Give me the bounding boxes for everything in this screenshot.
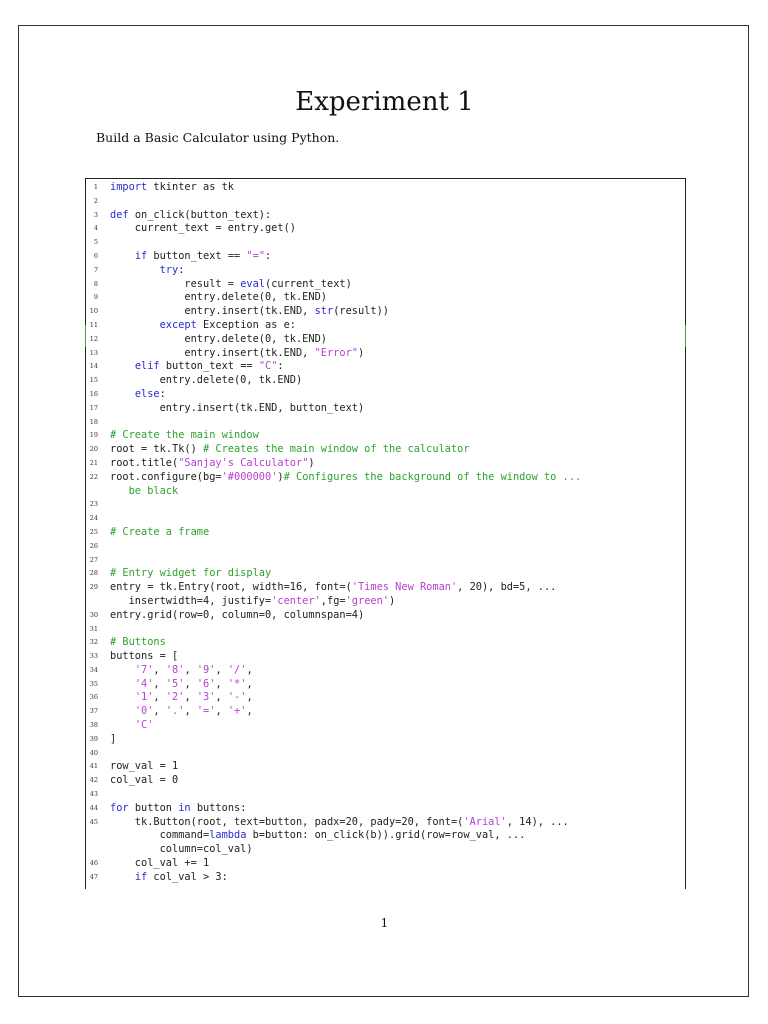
code-text — [110, 250, 271, 264]
code-token: , — [184, 691, 197, 704]
code-token: , — [215, 663, 228, 676]
code-text — [110, 733, 116, 747]
code-token: , — [215, 691, 228, 704]
page-title: Experiment 1 — [295, 87, 474, 117]
code-line — [86, 181, 685, 195]
code-string: "Error" — [314, 346, 358, 359]
code-token: buttons: — [196, 801, 247, 814]
code-line — [86, 733, 685, 747]
code-token: tkinter as tk — [153, 181, 234, 193]
code-string: '3' — [196, 691, 216, 704]
code-token — [110, 388, 135, 400]
code-text — [110, 595, 395, 609]
line-number: 8 — [93, 279, 98, 288]
code-line — [86, 264, 685, 278]
code-token: entry.delete(0, tk.END) — [110, 332, 327, 345]
code-line — [86, 747, 685, 761]
code-line — [86, 374, 685, 388]
code-comment: # Create a frame — [110, 525, 210, 538]
code-token: (current_text) — [265, 277, 352, 290]
code-comment: # Entry widget for display — [110, 567, 272, 580]
code-keyword: try — [159, 263, 179, 276]
code-text — [110, 485, 178, 499]
code-token: entry.grid(row=0, column=0, columnspan=4) — [110, 608, 365, 621]
line-number: 30 — [89, 610, 98, 619]
code-line — [86, 705, 685, 719]
code-line — [86, 719, 685, 733]
code-token: button_text == — [165, 360, 259, 373]
code-line — [86, 829, 685, 843]
code-line — [86, 209, 685, 223]
code-token: entry.insert(tk.END, — [110, 346, 315, 359]
code-string: '.' — [165, 705, 185, 718]
code-token: col_val = 0 — [110, 774, 179, 787]
code-line — [86, 236, 685, 250]
line-number: 10 — [89, 307, 98, 316]
code-token — [110, 264, 160, 276]
code-line — [86, 429, 685, 443]
wrap-marker-right — [685, 325, 686, 347]
code-text — [110, 278, 352, 292]
code-keyword: eval — [240, 277, 265, 290]
code-token: row_val = 1 — [110, 760, 179, 773]
code-token: ,fg= — [320, 594, 346, 607]
code-line — [86, 319, 685, 333]
code-string: '1' — [134, 691, 154, 704]
code-token: root = tk.Tk() — [110, 443, 203, 456]
code-string: '5' — [165, 677, 185, 690]
code-token: : — [159, 387, 166, 400]
code-string: '+' — [227, 705, 247, 718]
code-string: "Sanjay's Calculator" — [178, 456, 309, 469]
code-listing — [85, 178, 686, 889]
code-line — [86, 581, 685, 595]
code-text — [110, 429, 259, 443]
line-number: 32 — [89, 638, 98, 647]
code-text — [110, 705, 253, 719]
line-number: 28 — [89, 569, 98, 578]
code-text — [110, 374, 302, 388]
wrap-marker-left — [85, 325, 86, 347]
code-line — [86, 195, 685, 209]
code-line — [86, 691, 685, 705]
code-token — [110, 360, 135, 372]
code-line — [86, 843, 685, 857]
code-token: entry.delete(0, tk.END) — [110, 291, 327, 304]
code-text — [110, 319, 296, 333]
code-string: '=' — [196, 705, 216, 718]
code-keyword: except — [159, 318, 204, 331]
code-text — [110, 222, 296, 236]
code-line — [86, 250, 685, 264]
line-number: 3 — [93, 210, 98, 219]
code-token: , — [153, 677, 166, 690]
code-token: column=col_val) — [110, 843, 253, 856]
code-token: : — [178, 263, 185, 276]
code-line — [86, 760, 685, 774]
code-token: , — [184, 663, 197, 676]
line-number: 35 — [89, 679, 98, 688]
code-keyword: lambda — [209, 829, 253, 842]
code-text — [110, 664, 253, 678]
code-token: entry.insert(tk.END, button_text) — [110, 401, 365, 414]
code-line — [86, 554, 685, 568]
line-number: 17 — [89, 403, 98, 412]
code-string: 'Arial' — [463, 815, 507, 828]
code-token: : — [277, 360, 284, 373]
code-token: buttons = [ — [110, 650, 179, 663]
code-line — [86, 485, 685, 499]
code-keyword: in — [178, 801, 197, 814]
code-string: "C" — [258, 360, 278, 373]
code-text — [110, 760, 178, 774]
code-line — [86, 291, 685, 305]
code-line — [86, 457, 685, 471]
code-token: entry.delete(0, tk.END) — [110, 374, 303, 387]
line-number: 34 — [89, 665, 98, 674]
code-text — [110, 567, 271, 581]
code-text — [110, 457, 315, 471]
line-number: 7 — [93, 265, 98, 274]
code-text — [110, 209, 271, 223]
code-keyword: import — [110, 181, 154, 193]
code-token: : — [265, 249, 272, 262]
code-token: col_val += 1 — [110, 857, 210, 870]
code-token: , — [215, 677, 228, 690]
code-token: , — [153, 691, 166, 704]
code-text — [110, 774, 178, 788]
code-line — [86, 360, 685, 374]
code-token: col_val > 3: — [153, 870, 228, 883]
code-line — [86, 664, 685, 678]
code-keyword: else — [134, 387, 160, 400]
code-text — [110, 691, 253, 705]
line-number: 20 — [89, 445, 98, 454]
code-token — [110, 250, 135, 262]
code-token: b=button: on_click(b)).grid(row=row_val, ... — [252, 829, 526, 842]
line-number: 36 — [89, 693, 98, 702]
code-string: 'C' — [134, 719, 154, 732]
code-token: on_click(button_text): — [134, 208, 272, 221]
line-number: 16 — [89, 389, 98, 398]
code-lines — [86, 181, 685, 885]
code-string: '6' — [196, 677, 216, 690]
code-token — [110, 678, 135, 690]
code-token: insertwidth=4, justify= — [110, 594, 272, 607]
code-token — [110, 691, 135, 703]
code-keyword: elif — [134, 360, 166, 373]
code-comment: # Creates the main window of the calculator — [203, 443, 470, 456]
line-number: 12 — [89, 334, 98, 343]
code-token: , — [215, 705, 228, 718]
line-number: 26 — [89, 541, 98, 550]
page-subtitle: Build a Basic Calculator using Python. — [96, 130, 340, 145]
code-token: result = — [110, 277, 241, 290]
code-text — [110, 305, 389, 319]
code-text — [110, 829, 525, 843]
code-text — [110, 291, 327, 305]
code-token: (result)) — [333, 305, 389, 318]
code-line — [86, 788, 685, 802]
line-number: 5 — [93, 238, 98, 247]
code-keyword: for — [110, 801, 135, 814]
code-text — [110, 333, 327, 347]
code-line — [86, 623, 685, 637]
code-line — [86, 567, 685, 581]
code-line — [86, 471, 685, 485]
code-token: entry.insert(tk.END, — [110, 305, 315, 318]
code-line — [86, 512, 685, 526]
code-string: '4' — [134, 677, 154, 690]
code-token: current_text = entry.get() — [110, 222, 296, 235]
code-line — [86, 871, 685, 885]
code-text — [110, 443, 470, 457]
code-string: 'green' — [345, 594, 390, 607]
code-line — [86, 526, 685, 540]
code-text — [110, 264, 184, 278]
code-token: ) — [389, 594, 396, 607]
line-number: 37 — [89, 707, 98, 716]
code-line — [86, 402, 685, 416]
code-comment: # Create the main window — [110, 429, 259, 442]
line-number: 25 — [89, 527, 98, 536]
line-number: 38 — [89, 721, 98, 730]
code-token — [110, 871, 135, 883]
code-token: , 14), ... — [506, 815, 569, 828]
code-token — [110, 719, 135, 731]
line-number: 42 — [89, 776, 98, 785]
line-number: 19 — [89, 431, 98, 440]
code-text — [110, 526, 209, 540]
code-string: '*' — [227, 677, 247, 690]
code-text — [110, 347, 364, 361]
code-token: ) — [277, 470, 284, 483]
code-keyword: if — [134, 249, 154, 262]
code-text — [110, 581, 556, 595]
code-text — [110, 471, 581, 485]
code-token: , — [153, 705, 166, 718]
code-token: , — [246, 691, 253, 704]
code-string: 'center' — [271, 594, 321, 607]
code-line — [86, 650, 685, 664]
code-token: root.title( — [110, 456, 179, 469]
code-line — [86, 774, 685, 788]
code-text — [110, 636, 166, 650]
code-text — [110, 857, 209, 871]
code-text — [110, 843, 253, 857]
code-line — [86, 540, 685, 554]
code-line — [86, 278, 685, 292]
code-string: '0' — [134, 705, 154, 718]
code-line — [86, 222, 685, 236]
line-number: 14 — [89, 362, 98, 371]
code-token: , — [246, 677, 253, 690]
code-string: '9' — [196, 663, 216, 676]
code-string: '-' — [227, 691, 247, 704]
line-number: 29 — [89, 583, 98, 592]
code-text — [110, 871, 228, 885]
code-string: 'Times New Roman' — [351, 581, 458, 594]
code-line — [86, 388, 685, 402]
line-number: 23 — [89, 500, 98, 509]
line-number: 44 — [89, 803, 98, 812]
code-line — [86, 333, 685, 347]
code-token: button — [134, 801, 179, 814]
line-number: 9 — [93, 293, 98, 302]
line-number: 22 — [89, 472, 98, 481]
code-text — [110, 816, 569, 830]
code-line — [86, 347, 685, 361]
code-token: ) — [357, 346, 365, 359]
code-text — [110, 678, 253, 692]
code-token: Exception as e: — [203, 318, 297, 331]
code-token — [110, 705, 135, 717]
code-comment: # Buttons — [110, 636, 166, 649]
line-number: 41 — [89, 762, 98, 771]
code-line — [86, 816, 685, 830]
code-string: '/' — [227, 663, 247, 676]
code-text — [110, 402, 364, 416]
code-token: tk.Button(root, text=button, padx=20, pady=20, font=( — [110, 815, 464, 828]
line-number: 4 — [93, 224, 98, 233]
code-line — [86, 857, 685, 871]
code-line — [86, 636, 685, 650]
line-number: 21 — [89, 458, 98, 467]
code-text — [110, 388, 166, 402]
code-text — [110, 181, 234, 195]
code-keyword: str — [314, 305, 334, 318]
line-number: 45 — [89, 817, 98, 826]
code-token: , 20), bd=5, ... — [457, 581, 557, 594]
code-token: , — [184, 705, 197, 718]
code-line — [86, 416, 685, 430]
line-number: 40 — [89, 748, 98, 757]
line-number: 33 — [89, 652, 98, 661]
line-number: 1 — [93, 183, 98, 191]
code-token: , — [246, 663, 253, 676]
code-line — [86, 498, 685, 512]
document-page — [18, 25, 749, 997]
code-string: '2' — [165, 691, 185, 704]
line-number: 27 — [89, 555, 98, 564]
line-number: 46 — [89, 859, 98, 868]
code-text — [110, 802, 246, 816]
code-text — [110, 650, 178, 664]
code-line — [86, 443, 685, 457]
code-line — [86, 609, 685, 623]
code-token: , — [246, 705, 253, 718]
code-string: '7' — [134, 663, 154, 676]
code-text — [110, 360, 284, 374]
line-number: 31 — [89, 624, 98, 633]
code-comment: # Configures the background of the window to ... — [283, 470, 582, 483]
code-token — [110, 319, 160, 331]
code-token: root.configure(bg= — [110, 470, 222, 483]
code-token: entry = tk.Entry(root, width=16, font=( — [110, 581, 352, 594]
code-keyword: if — [134, 870, 154, 883]
code-token: , — [184, 677, 197, 690]
line-number: 13 — [89, 348, 98, 357]
code-string: "=" — [246, 249, 266, 262]
code-string: '#000000' — [221, 470, 278, 483]
line-number: 6 — [93, 251, 98, 260]
code-text — [110, 609, 364, 623]
code-token: ] — [110, 732, 117, 745]
page-number: 1 — [380, 916, 389, 930]
code-token — [110, 664, 135, 676]
code-keyword: def — [110, 208, 135, 221]
line-number: 39 — [89, 734, 98, 743]
line-number: 2 — [93, 196, 98, 205]
code-string: '8' — [165, 663, 185, 676]
code-line — [86, 595, 685, 609]
code-text — [110, 719, 153, 733]
line-number: 47 — [89, 872, 98, 881]
line-number: 24 — [89, 514, 98, 523]
line-number: 15 — [89, 376, 98, 385]
code-line — [86, 678, 685, 692]
line-number: 11 — [89, 320, 98, 329]
code-line — [86, 305, 685, 319]
code-token: button_text == — [153, 249, 247, 262]
line-number: 18 — [89, 417, 98, 426]
code-token: , — [153, 663, 166, 676]
code-token: command= — [110, 829, 210, 842]
code-line — [86, 802, 685, 816]
code-token: ) — [308, 456, 315, 469]
line-number: 43 — [89, 790, 98, 799]
code-comment: be black — [110, 484, 179, 497]
